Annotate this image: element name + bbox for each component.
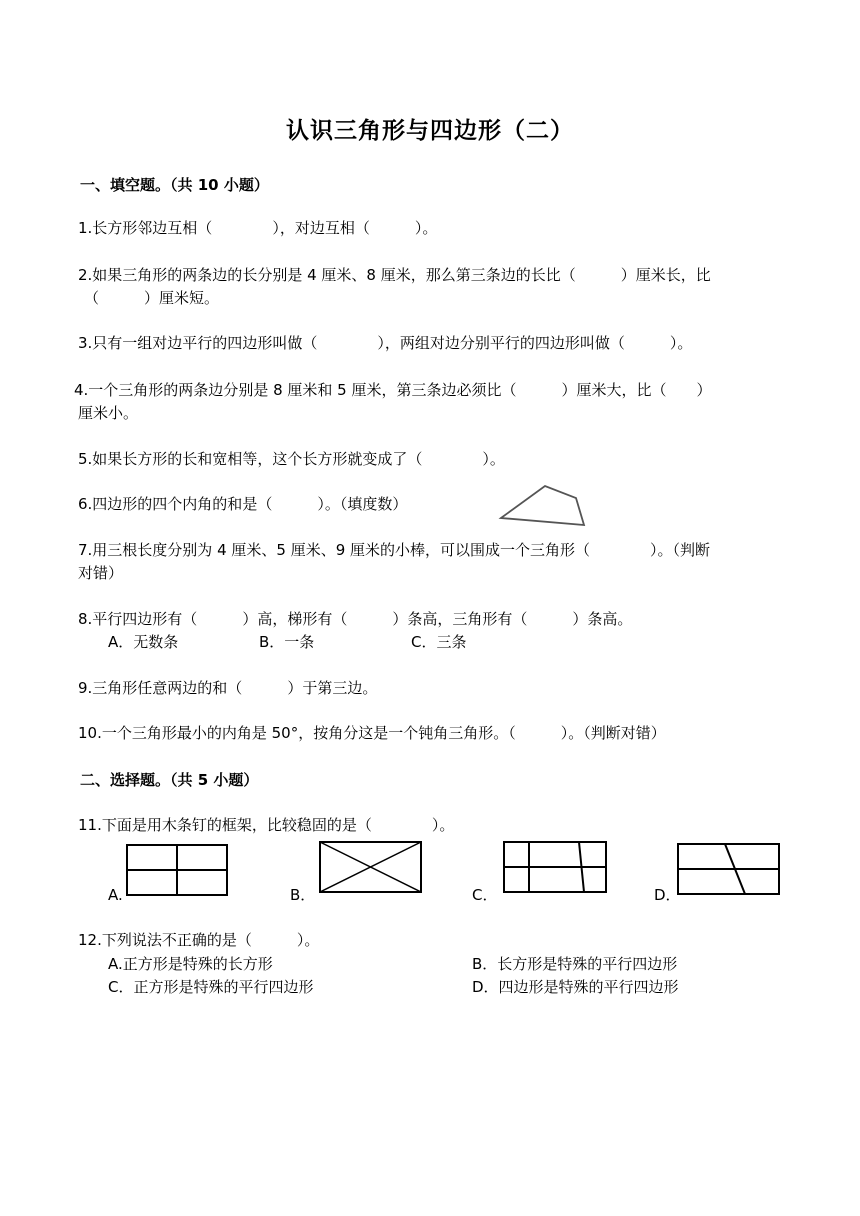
question-7-line-2: 对错） <box>78 564 124 582</box>
question-5: 5.如果长方形的长和宽相等，这个长方形就变成了（ ）。 <box>78 450 505 468</box>
quadrilateral-figure <box>496 482 592 528</box>
q11-label-d: D． <box>654 886 681 904</box>
frame-figure-b <box>319 841 422 893</box>
q11-label-b: B． <box>290 886 316 904</box>
question-3: 3.只有一组对边平行的四边形叫做（ ），两组对边分别平行的四边形叫做（ ）。 <box>78 334 693 352</box>
section-heading-fill-blank: 一、填空题。（共 10 小题） <box>80 176 269 194</box>
section-heading-multiple-choice: 二、选择题。（共 5 小题） <box>80 771 259 789</box>
q11-label-c: C． <box>472 886 498 904</box>
question-12-option-b: B．长方形是特殊的平行四边形 <box>472 955 678 973</box>
question-9: 9.三角形任意两边的和（ ）于第三边。 <box>78 679 378 697</box>
question-4-line-1: 4.一个三角形的两条边分别是 8 厘米和 5 厘米，第三条边必须比（ ）厘米大，比（ ） <box>74 381 712 399</box>
question-12: 12.下列说法不正确的是（ ）。 <box>78 931 320 949</box>
question-12-option-c: C．正方形是特殊的平行四边形 <box>108 978 314 996</box>
question-8: 8.平行四边形有（ ）高，梯形有（ ）条高，三角形有（ ）条高。 <box>78 610 633 628</box>
question-8-option-b: B．一条 <box>259 633 315 651</box>
question-1: 1.长方形邻边互相（ ），对边互相（ ）。 <box>78 219 438 237</box>
question-8-option-a: A．无数条 <box>108 633 179 651</box>
frame-figure-d <box>677 843 780 895</box>
q11-label-a: A. <box>108 886 123 904</box>
frame-figure-a <box>126 844 228 896</box>
question-4-line-2: 厘米小。 <box>78 404 139 422</box>
question-10: 10.一个三角形最小的内角是 50°，按角分这是一个钝角三角形。（ ）。（判断对错） <box>78 724 666 742</box>
question-8-option-c: C．三条 <box>411 633 467 651</box>
question-12-option-a: A.正方形是特殊的长方形 <box>108 955 273 973</box>
question-12-option-d: D．四边形是特殊的平行四边形 <box>472 978 679 996</box>
question-11: 11.下面是用木条钉的框架，比较稳固的是（ ）。 <box>78 816 455 834</box>
question-7-line-1: 7.用三根长度分别为 4 厘米、5 厘米、9 厘米的小棒，可以围成一个三角形（ ）。（判断 <box>78 541 711 559</box>
question-2-line-2: （ ）厘米短。 <box>84 289 220 307</box>
question-6: 6.四边形的四个内角的和是（ ）。（填度数） <box>78 495 408 513</box>
frame-figure-c <box>503 841 607 893</box>
question-2-line-1: 2.如果三角形的两条边的长分别是 4 厘米、8 厘米，那么第三条边的长比（ ）厘米长，比 <box>78 266 711 284</box>
page-title: 认识三角形与四边形（二） <box>286 118 574 144</box>
